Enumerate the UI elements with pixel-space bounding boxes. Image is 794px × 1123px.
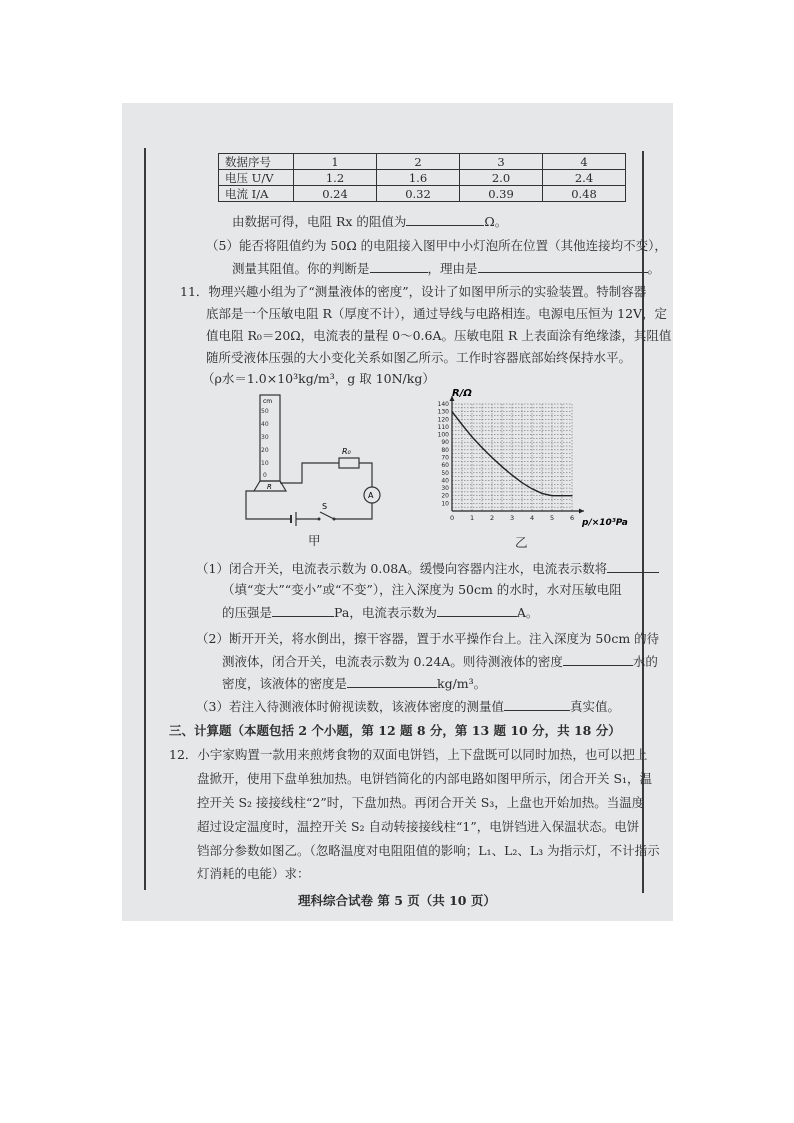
switch-s [320, 512, 334, 519]
q10-part5-line1: （5）能否将阻值约为 50Ω 的电阻接入图甲中小灯泡所在位置（其他连接均不变）， [206, 238, 667, 253]
chart-data-point [571, 495, 572, 496]
q11-part2-text-c: 密度，该液体的密度是 [222, 676, 348, 691]
q11-part3-text-b: 真实值。 [569, 699, 620, 714]
q11-part1-line3 [222, 604, 538, 621]
left-border-line [144, 148, 146, 890]
resistor-r0 [339, 458, 359, 468]
table-header-cell: 数据序号 [219, 154, 294, 170]
chart-data-point [521, 482, 522, 483]
circuit-wire [359, 463, 372, 487]
q11-part1-text-c: 的压强是 [222, 605, 273, 620]
q10-result-line [232, 213, 507, 230]
table-cell: 0.48 [543, 186, 626, 202]
q11-line-2: 底部是一个压敏电阻 R（厚度不计），通过导线与电路相连。电源电压恒为 12V，定 [206, 306, 668, 321]
chart-data-point [471, 436, 472, 437]
chart-data-point [511, 474, 512, 475]
chart-data-point [461, 424, 462, 425]
fig-jia-label: 甲 [308, 533, 321, 548]
circuit-wire [246, 491, 291, 519]
chart-y-tick-label: 50 [441, 469, 449, 477]
q11-part1-text-d: Pa，电流表示数为 [334, 605, 437, 620]
answer-blank [478, 260, 648, 273]
scale-tick-label: 20 [261, 447, 269, 454]
q10-part5-text-a: 测量其阻值。你的判断是 [232, 261, 370, 276]
chart-grid [452, 404, 572, 511]
sensor-r-label: R [267, 483, 272, 491]
switch-contact [333, 518, 336, 521]
chart-data-point [491, 457, 492, 458]
answer-blank [607, 560, 659, 573]
answer-blank [272, 604, 334, 617]
exam-page [122, 103, 673, 921]
scale-tick-label: 10 [261, 460, 269, 467]
answer-blank [504, 698, 570, 711]
scale-unit-label: cm [263, 398, 273, 405]
circuit-diagram-jia [232, 391, 392, 531]
page-footer: 理科综合试卷 第 5 页（共 10 页） [298, 893, 496, 908]
data-table [218, 153, 626, 202]
q12-line-5: 铛部分参数如图乙。（忽略温度对电阻阻值的影响；L₁、L₂、L₃ 为指示灯，不计指示 [197, 843, 660, 858]
ammeter-label: A [368, 491, 374, 500]
q11-line-3: 值电阻 R₀＝20Ω，电流表的量程 0～0.6A。压敏电阻 R 上表面涂有绝缘漆，其阻值 [206, 328, 672, 343]
table-header-cell: 2 [377, 154, 460, 170]
table-cell: 2.4 [543, 170, 626, 186]
q11-part2-line1: （2）断开开关，将水倒出，擦干容器，置于水平操作台上。注入深度为 50cm 的待 [196, 631, 660, 646]
answer-blank [347, 675, 437, 688]
table-cell: 0.32 [377, 186, 460, 202]
chart-x-tick-label: 5 [550, 514, 555, 522]
switch-label: S [322, 502, 328, 511]
table-cell: 0.24 [294, 186, 377, 202]
scale-tick-label: 0 [263, 472, 267, 479]
chart-x-axis-label: p/×10³Pa [582, 518, 628, 528]
chart-data-point [501, 466, 502, 467]
table-header-cell: 1 [294, 154, 377, 170]
chart-y-axis-label: R/Ω [452, 388, 472, 399]
table-cell: 0.39 [460, 186, 543, 202]
answer-blank [563, 653, 633, 666]
q11-part2-text-d: kg/m³。 [437, 676, 487, 691]
q10-result-unit: Ω。 [484, 214, 508, 229]
circuit-wire [334, 503, 372, 519]
chart-y-tick-label: 70 [441, 454, 449, 462]
table-row [219, 186, 626, 202]
q11-part1-line2: （填“变大”“变小”或“不变”），注入深度为 50cm 的水时，水对压敏电阻 [222, 582, 622, 597]
table-row-label: 电压 U/V [219, 170, 294, 186]
chart-y-tick-label: 140 [437, 401, 449, 408]
section-3-title: 三、计算题（本题包括 2 个小题，第 12 题 8 分，第 13 题 10 分，共 18 分） [169, 723, 621, 738]
q12-line-4: 超过设定温度时，温控开关 S₂ 自动转接接线柱“1”，电饼铛进入保温状态。电饼 [197, 819, 640, 834]
chart-data-point [481, 447, 482, 448]
q11-part2-line2 [222, 653, 658, 670]
chart-x-tick-label: 3 [510, 514, 515, 522]
table-cell: 2.0 [460, 170, 543, 186]
answer-blank [370, 260, 428, 273]
table-row [219, 154, 626, 170]
chart-x-tick-label: 1 [470, 514, 475, 522]
chart-data-point [451, 411, 452, 412]
chart-y-tick-label: 40 [441, 477, 449, 485]
q12-line-2: 盘掀开，使用下盘单独加热。电饼铛简化的内部电路如图甲所示，闭合开关 S₁，温 [197, 771, 653, 786]
chart-x-tick-label: 2 [490, 514, 495, 522]
q12-line-6: 灯消耗的电能）求： [197, 866, 310, 881]
chart-y-tick-label: 130 [437, 408, 449, 416]
chart-y-tick-label: 20 [441, 492, 449, 500]
scale-tick-label: 40 [261, 421, 269, 428]
q11-part2-text-b: 水的 [632, 654, 658, 669]
q11-line-4: 随所受液体压强的大小变化关系如图乙所示。工作时容器底部始终保持水平。 [206, 350, 632, 365]
scale-ticks [261, 408, 269, 479]
q12-line-3: 控开关 S₂ 接接线柱“2”时，下盘加热。再闭合开关 S₃，上盘也开始加热。当温度 [197, 795, 645, 810]
circuit-wire [280, 463, 339, 483]
scale-tick-label: 50 [261, 408, 269, 415]
scale-tick-label: 30 [261, 434, 269, 441]
chart-y-tick-label: 120 [437, 416, 449, 424]
table-row-label: 电流 I/A [219, 186, 294, 202]
q10-part5-line2 [232, 260, 660, 277]
chart-y-tick-label: 60 [441, 462, 449, 470]
chart-y-tick-label: 30 [441, 485, 449, 493]
fig-yi-label: 乙 [515, 535, 528, 550]
chart-x-tick-label: 6 [570, 514, 575, 522]
chart-x-tick-label: 0 [450, 514, 455, 522]
chart-data-point [531, 488, 532, 489]
chart-x-tick-label: 4 [530, 514, 535, 522]
answer-blank [406, 213, 484, 226]
chart-y-tick-label: 110 [437, 423, 449, 431]
q11-part3-line [196, 698, 620, 715]
q12-line-1: 12．小宇家购置一款用来煎烤食物的双面电饼铛，上下盘既可以同时加热，也可以把上 [169, 747, 648, 762]
q11-part2-line3 [222, 675, 486, 692]
chart-y-tick-label: 80 [441, 446, 449, 454]
q11-part1-text-e: A。 [516, 605, 539, 620]
q11-line-1: 11．物理兴趣小组为了“测量液体的密度”，设计了如图甲所示的实验装置。特制容器 [180, 284, 647, 299]
q11-part1-text-a: （1）闭合开关，电流表示数为 0.08A。缓慢向容器内注水，电流表示数将 [196, 561, 608, 576]
table-header-cell: 4 [543, 154, 626, 170]
q11-line-5: （ρ水＝1.0×10³kg/m³，g 取 10N/kg） [202, 371, 435, 386]
q10-result-text: 由数据可得，电阻 Rx 的阻值为 [232, 214, 407, 229]
chart-yi [422, 386, 637, 536]
chart-data-point [561, 495, 562, 496]
table-cell: 1.2 [294, 170, 377, 186]
chart-data-point [541, 493, 542, 494]
q10-part5-text-c: 。 [647, 261, 661, 276]
q11-part1-line1 [196, 560, 659, 577]
chart-x-arrow [579, 509, 584, 514]
resistor-r0-label: R₀ [342, 447, 351, 456]
answer-blank [437, 604, 517, 617]
chart-data-point [551, 495, 552, 496]
q10-part5-text-b: ，理由是 [427, 261, 478, 276]
chart-y-tick-label: 10 [441, 500, 449, 508]
table-header-cell: 3 [460, 154, 543, 170]
table-row [219, 170, 626, 186]
table-cell: 1.6 [377, 170, 460, 186]
chart-y-tick-label: 90 [441, 439, 449, 447]
q11-part3-text-a: （3）若注入待测液体时俯视读数，该液体密度的测量值 [196, 699, 504, 714]
chart-y-tick-label: 100 [437, 431, 449, 439]
q11-part2-text-a: 测液体，闭合开关，电流表示数为 0.24A。则待测液体的密度 [222, 654, 563, 669]
